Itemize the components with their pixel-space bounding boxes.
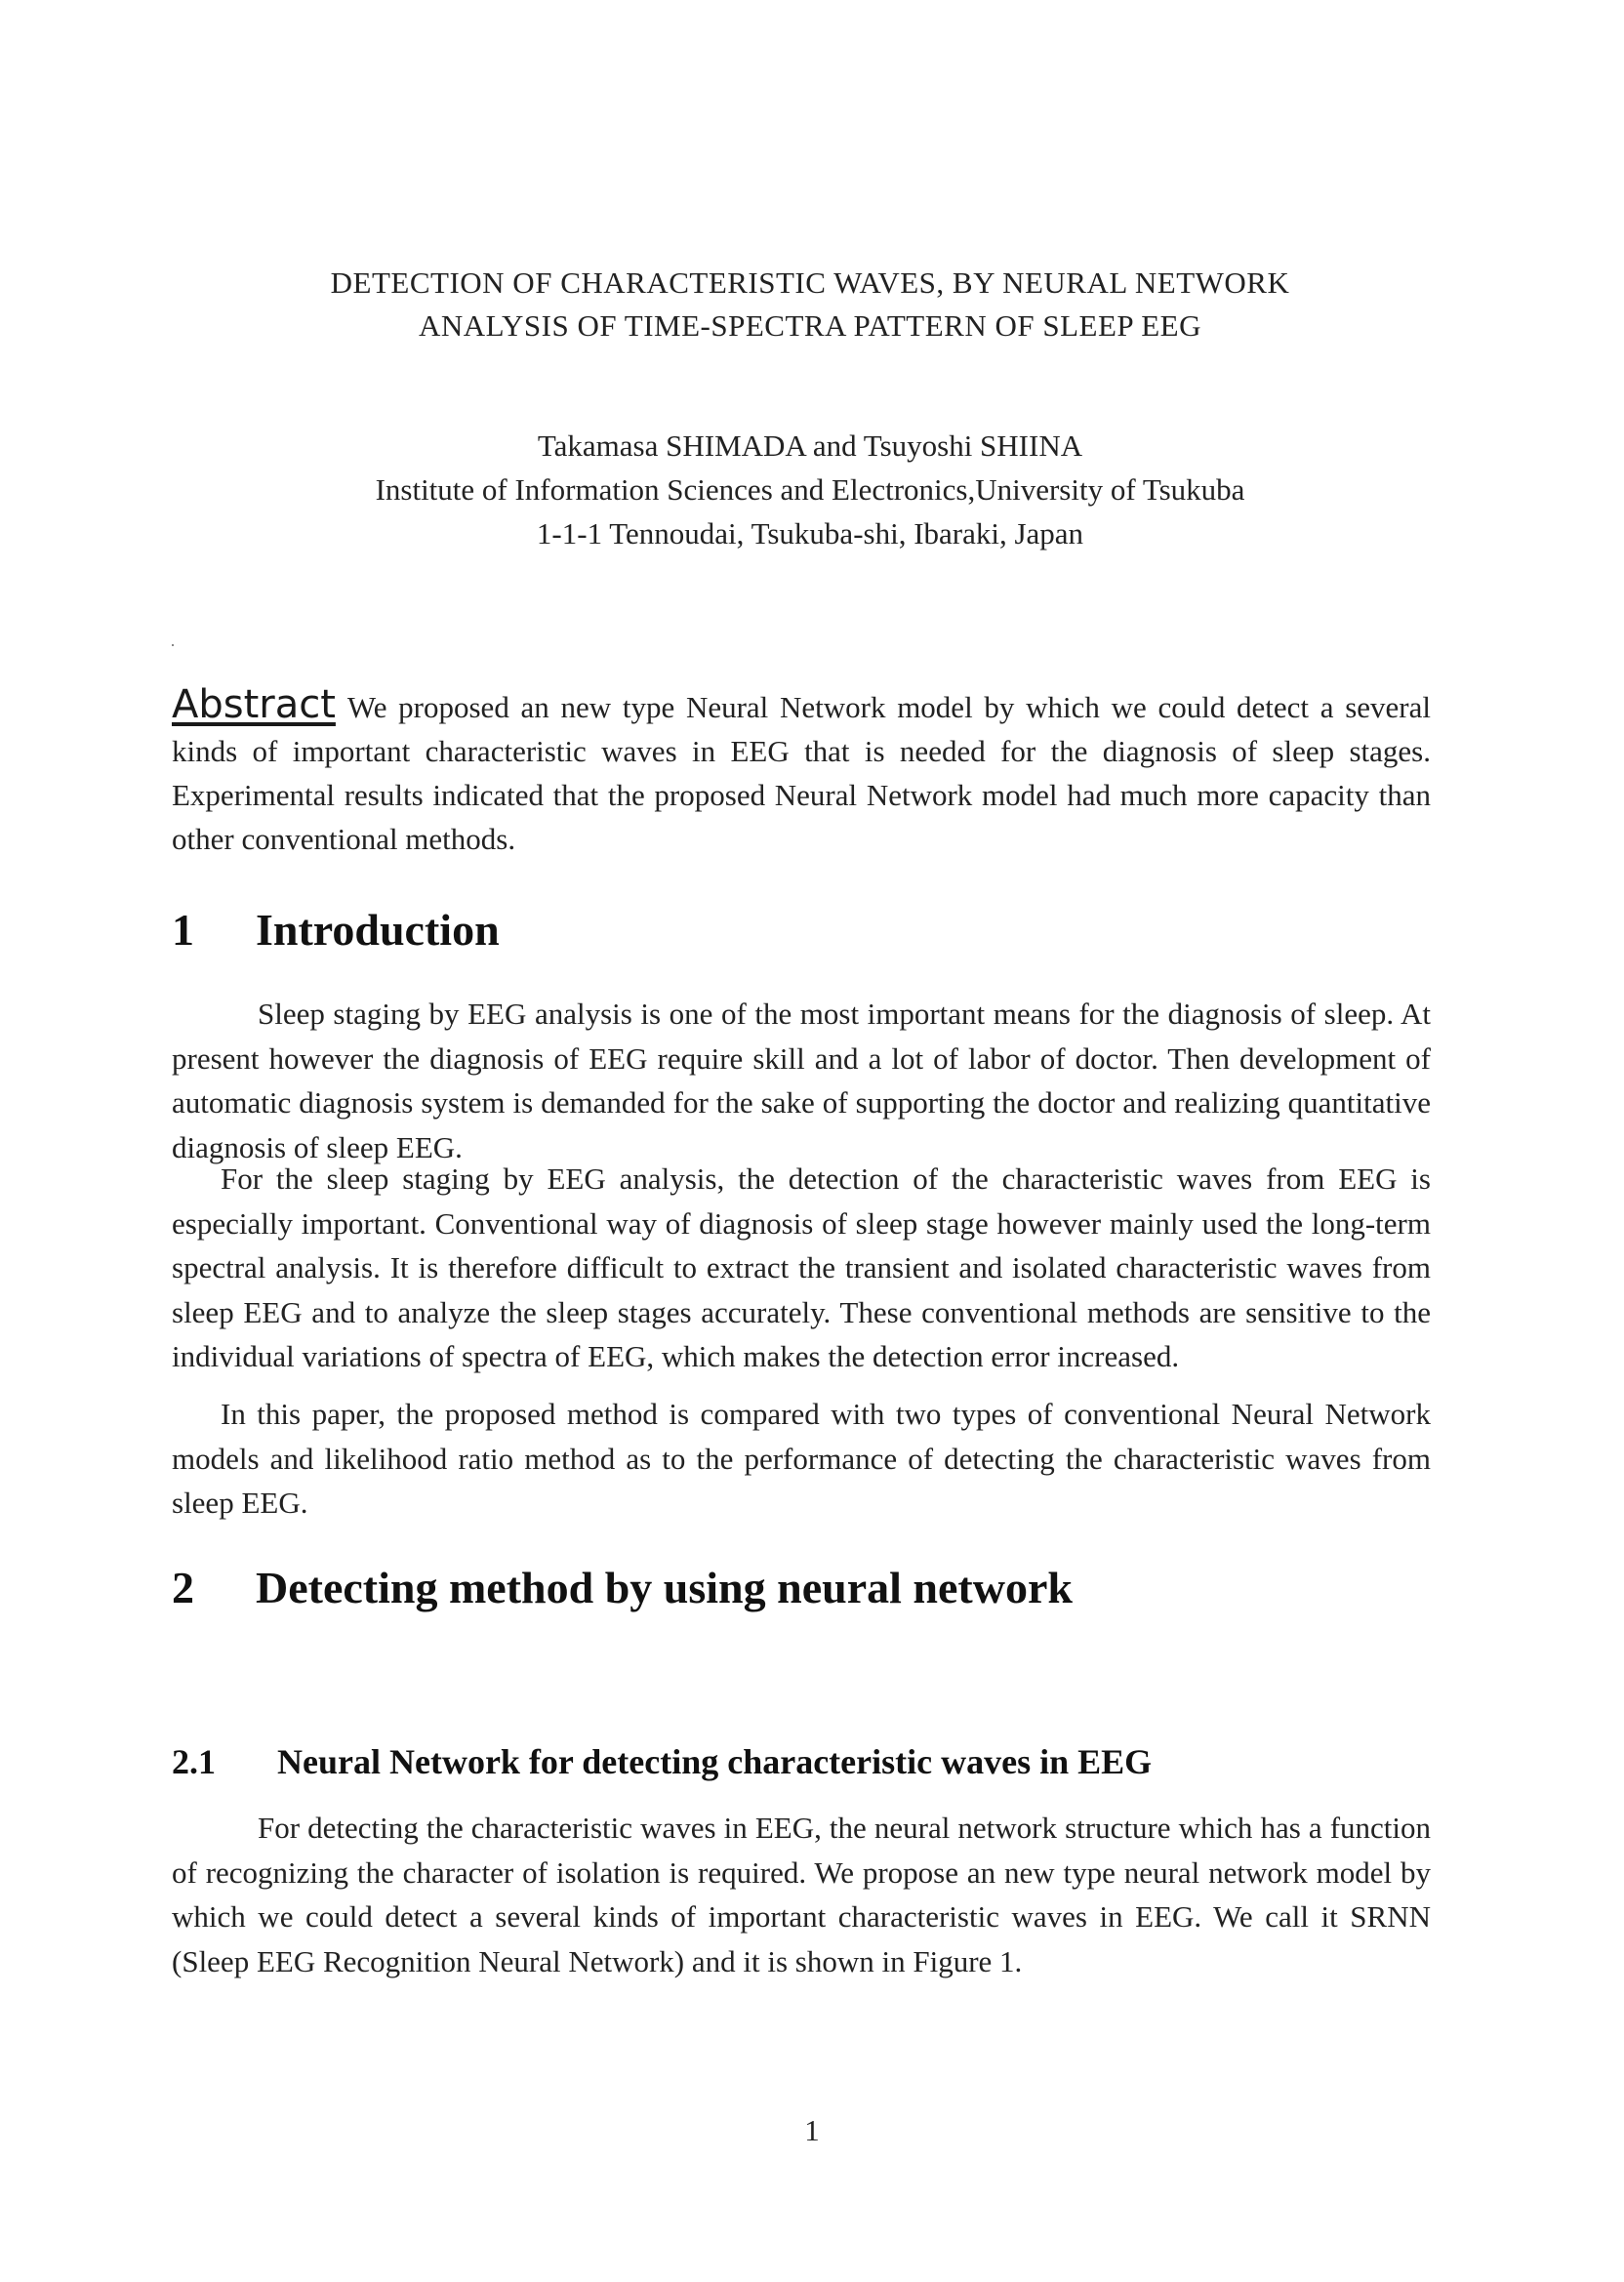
title-line-1: DETECTION OF CHARACTERISTIC WAVES, BY NEURAL NETWORK (330, 265, 1290, 300)
subsection-paragraph-1: For detecting the characteristic waves in EEG, the neural network structure which has a function of recognizing the character of isolation is required. We propose an new type neural network model by which we could detect a several kinds of important characteristic waves in EEG. We call it SRNN (Sleep EEG Recognition Neural Network) and it is shown in Figure 1. (172, 1811, 1431, 1978)
author-affiliation: Institute of Information Sciences and Electronics,University of Tsukuba (375, 472, 1245, 507)
abstract (172, 683, 1431, 861)
section-number: 1 (172, 905, 194, 955)
subsection-title: Neural Network for detecting characteristic waves in EEG (277, 1742, 1153, 1781)
section-number: 2 (172, 1563, 194, 1612)
scan-speck (172, 644, 174, 646)
intro-paragraph-1: Sleep staging by EEG analysis is one of the most important means for the diagnosis of sleep. At present however the diagnosis of EEG require skill and a lot of labor of doctor. Then development of automatic diagnosis system is demanded for the sake of supporting the doctor and realizing quantitative diagnosis of sleep EEG. (172, 997, 1431, 1164)
section-heading-introduction (172, 904, 500, 956)
author-names: Takamasa SHIMADA and Tsuyoshi SHIINA (537, 428, 1083, 463)
author-block (195, 424, 1425, 555)
author-address: 1-1-1 Tennoudai, Tsukuba-shi, Ibaraki, Japan (536, 516, 1084, 550)
abstract-label: Abstract (172, 682, 336, 727)
subsection-number: 2.1 (172, 1742, 216, 1781)
intro-paragraph-2: For the sleep staging by EEG analysis, the detection of the characteristic waves from EEG is especially important. Conventional way of diagnosis of sleep stage however mainly used the long-term spectral analysis. It is therefore difficult to extract the transient and isolated characteristic waves from sleep EEG and to analyze the sleep stages accurately. These conventional methods are sensitive to the individual variations of spectra of EEG, which makes the detection error increased. (172, 1161, 1431, 1373)
section-title: Introduction (256, 905, 500, 955)
intro-paragraph-3: In this paper, the proposed method is compared with two types of conventional Neural Network models and likelihood ratio method as to the performance of detecting the characteristic waves from sleep EEG. (172, 1397, 1431, 1520)
subsection-heading-2-1 (172, 1741, 1152, 1782)
page-number: 1 (804, 2113, 820, 2147)
section-title: Detecting method by using neural network (256, 1563, 1073, 1612)
paper-title (195, 262, 1425, 347)
title-line-2: ANALYSIS OF TIME-SPECTRA PATTERN OF SLEEP EEG (419, 308, 1201, 343)
section-heading-detecting-method (172, 1562, 1073, 1613)
abstract-text: We proposed an new type Neural Network model by which we could detect a several kinds of important characteristic waves in EEG that is needed for the diagnosis of sleep stages. Experimental results indicated that the proposed Neural Network model had much more capacity than other conventional methods. (172, 690, 1431, 856)
